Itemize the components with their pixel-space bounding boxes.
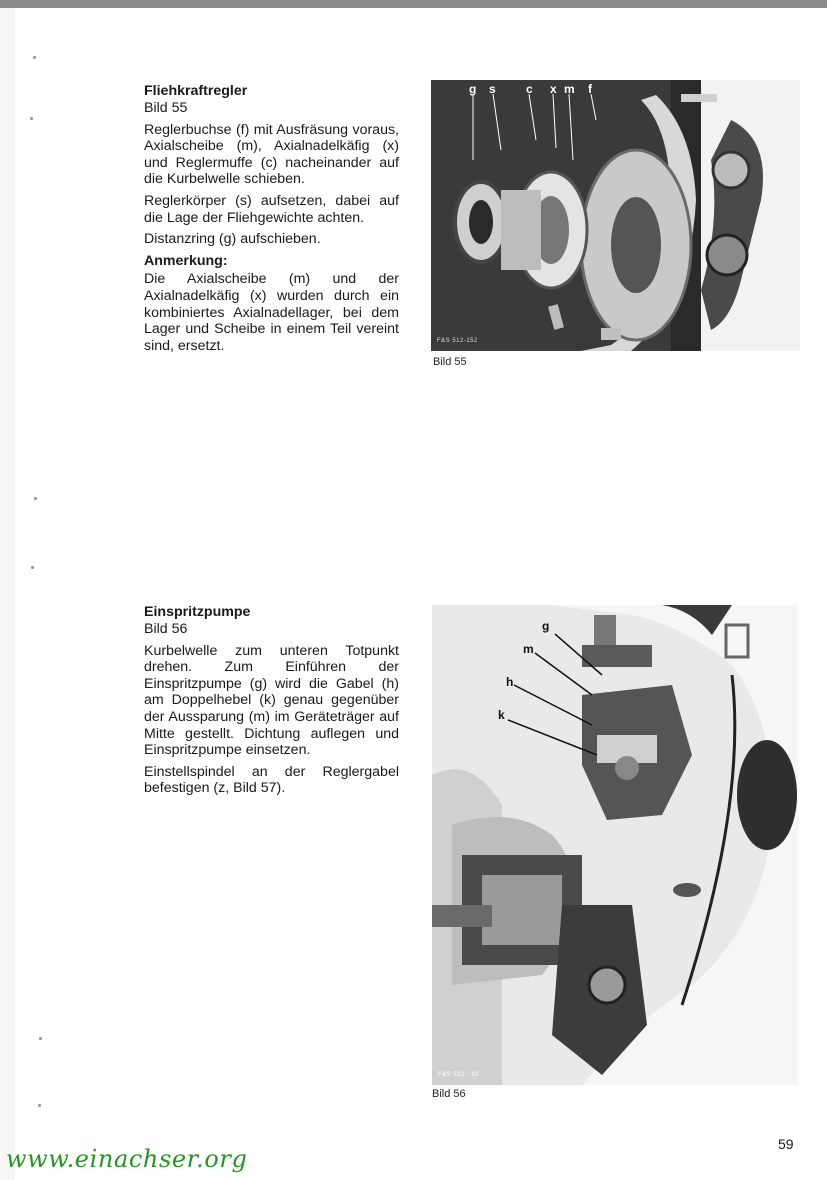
scan-speck bbox=[38, 1104, 41, 1107]
figure-56-photo bbox=[432, 605, 798, 1085]
label-c: c bbox=[526, 82, 533, 96]
figure-reference: Bild 56 bbox=[144, 621, 188, 637]
scan-left-margin bbox=[0, 8, 15, 1180]
instruction-paragraph: Kurbelwelle zum unteren Totpunkt drehen. Zum Einführen der Einspritzpumpe (g) wird die Gabel (h) am Doppelhebel (k) genau gegenüber der Aussparung (m) im Geräteträger auf Mitte gestellt. Dichtung auflegen und Einspritzpumpe einsetzen. bbox=[144, 642, 399, 759]
label-h: h bbox=[506, 675, 514, 689]
section-title: Einspritzpumpe bbox=[144, 604, 251, 620]
watermark: www.einachser.org bbox=[6, 1145, 248, 1173]
figure-caption: Bild 56 bbox=[432, 1088, 466, 1100]
label-g: g bbox=[542, 619, 550, 633]
section-title: Fliehkraftregler bbox=[144, 83, 248, 99]
instruction-paragraph: Einstellspindel an der Reglergabel befestigen (z, Bild 57). bbox=[144, 763, 399, 797]
photo-code: F&S 512-152 bbox=[437, 338, 478, 344]
scan-speck bbox=[33, 56, 36, 59]
note-heading: Anmerkung: bbox=[144, 252, 228, 269]
photo-code: F&S 522 : 93 bbox=[438, 1072, 480, 1078]
scan-speck bbox=[39, 1037, 42, 1040]
section-einspritzpumpe bbox=[144, 603, 399, 802]
scan-top-border bbox=[0, 0, 827, 8]
instruction-paragraph: Reglerkörper (s) aufsetzen, dabei auf die Lage der Fliehgewichte achten. bbox=[144, 192, 399, 226]
scan-speck bbox=[30, 117, 33, 120]
label-g: g bbox=[469, 82, 477, 96]
instruction-paragraph: Distanzring (g) aufschieben. bbox=[144, 231, 321, 248]
label-m: m bbox=[564, 82, 575, 96]
figure-55-photo bbox=[431, 80, 800, 351]
note-text: Die Axialscheibe (m) und der Axialnadelkäfig (x) wurden durch ein kombiniertes Axialnadellager, bei dem Lager und Scheibe in einem Teil vereint sind, ersetzt. bbox=[144, 271, 399, 354]
label-s: s bbox=[489, 82, 496, 96]
figure-caption: Bild 55 bbox=[433, 356, 467, 368]
governor-assembly-illustration bbox=[431, 80, 800, 351]
page-number: 59 bbox=[778, 1136, 794, 1152]
figure-reference: Bild 55 bbox=[144, 100, 188, 116]
injection-pump-illustration bbox=[432, 605, 798, 1085]
label-f: f bbox=[588, 82, 592, 96]
scan-speck bbox=[31, 566, 34, 569]
label-k: k bbox=[498, 708, 505, 722]
section-fliehkraftregler bbox=[144, 82, 399, 359]
scan-speck bbox=[34, 497, 37, 500]
label-m: m bbox=[523, 642, 534, 656]
label-x: x bbox=[550, 82, 557, 96]
instruction-paragraph: Reglerbuchse (f) mit Ausfräsung voraus, Axialscheibe (m), Axialnadelkäfig (x) und Reglermuffe (c) nacheinander auf die Kurbelwelle schieben. bbox=[144, 121, 399, 188]
